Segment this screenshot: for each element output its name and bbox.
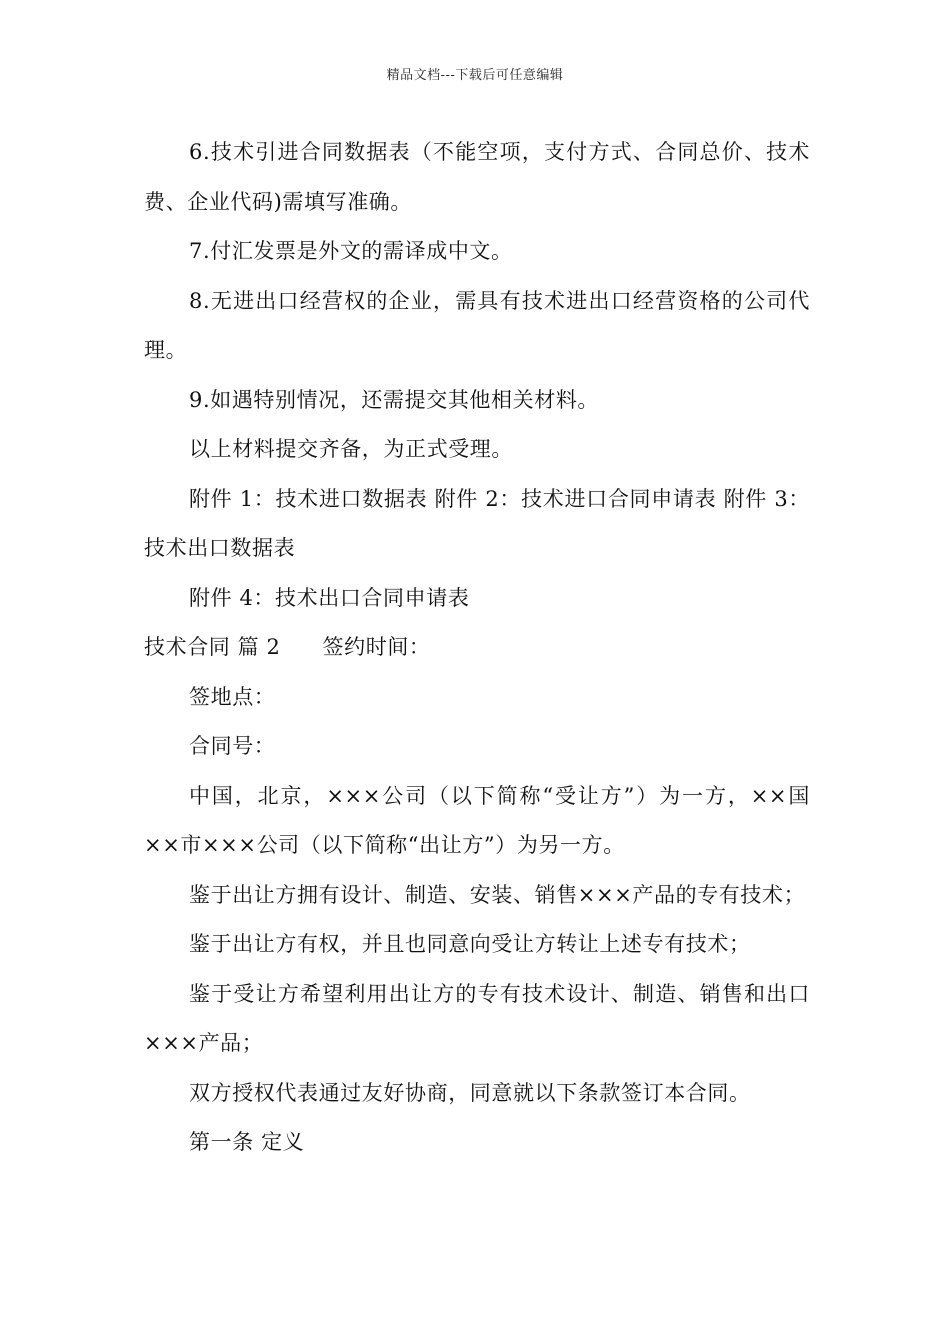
paragraph-attachments: 附件 1：技术进口数据表 附件 2：技术进口合同申请表 附件 3：技术出口数据表 — [144, 486, 810, 560]
whereas-paragraph-3: 鉴于受让方希望利用出让方的专有技术设计、制造、销售和出口×××产品； — [144, 981, 810, 1055]
sign-time-label: 签约时间： — [322, 635, 431, 659]
whereas-paragraph-1: 鉴于出让方拥有设计、制造、安装、销售×××产品的专有技术； — [189, 882, 806, 907]
paragraph-item-7: 7.付汇发票是外文的需译成中文。 — [189, 239, 513, 263]
parties-paragraph: 中国，北京，×××公司（以下简称“受让方”）为一方，××国××市×××公司（以下简称“出让方”）为另一方。 — [144, 783, 810, 857]
paragraph-complete-notice: 以上材料提交齐备，为正式受理。 — [189, 437, 513, 461]
paragraph-attachment-4: 附件 4：技术出口合同申请表 — [189, 585, 470, 610]
contract-number-label: 合同号： — [189, 734, 276, 758]
page-header: 精品文档---下载后可任意编辑 — [386, 68, 564, 83]
paragraph-item-8: 8.无进出口经营权的企业，需具有技术进出口经营资格的公司代理。 — [144, 288, 810, 362]
section-heading — [144, 623, 810, 673]
paragraph-item-6: 6.技术引进合同数据表（不能空项，支付方式、合同总价、技术费、企业代码)需填写准确。 — [144, 140, 810, 214]
document-body — [144, 128, 810, 1168]
sign-place-label: 签地点： — [189, 684, 276, 709]
paragraph-item-9: 9.如遇特别情况，还需提交其他相关材料。 — [189, 387, 600, 412]
whereas-paragraph-2: 鉴于出让方有权，并且也同意向受让方转让上述专有技术； — [189, 932, 751, 956]
agreement-paragraph: 双方授权代表通过友好协商，同意就以下条款签订本合同。 — [189, 1080, 751, 1105]
section-title: 技术合同 篇 2 — [144, 635, 281, 659]
article-one-heading: 第一条 定义 — [189, 1130, 305, 1154]
